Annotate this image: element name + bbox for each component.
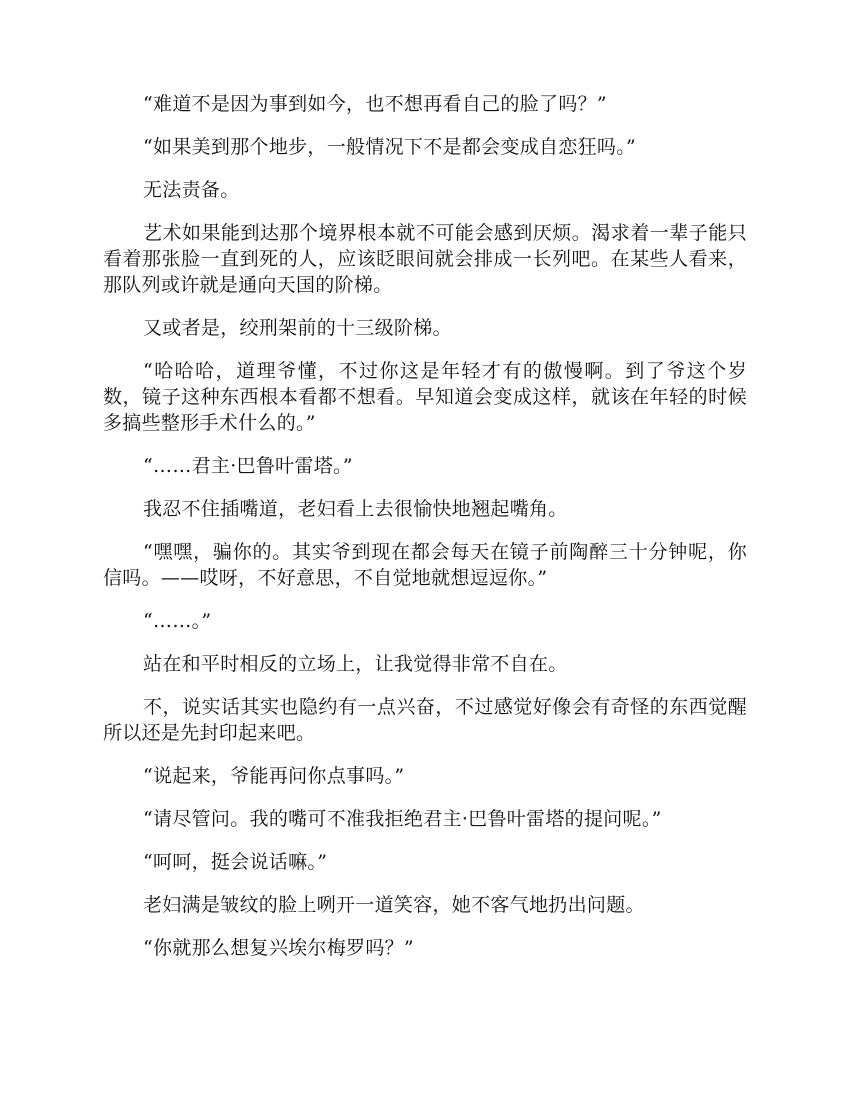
paragraph: “……君主·巴鲁叶雷塔。” xyxy=(143,455,353,477)
paragraph: 无法责备。 xyxy=(143,179,240,201)
paragraph: 老妇满是皱纹的脸上咧开一道笑容，她不客气地扔出问题。 xyxy=(143,894,645,916)
paragraph: 我忍不住插嘴道，老妇看上去很愉快地翘起嘴角。 xyxy=(143,498,568,520)
paragraph: “呵呵，挺会说话嘛。” xyxy=(143,851,328,873)
paragraph: 站在和平时相反的立场上，让我觉得非常不自在。 xyxy=(143,653,568,675)
paragraph: “难道不是因为事到如今，也不想再看自己的脸了吗？” xyxy=(143,93,607,115)
paragraph: 不，说实话其实也隐约有一点兴奋，不过感觉好像会有奇怪的东西觉醒所以还是先封印起来吧。 xyxy=(103,696,747,744)
paragraph: “请尽管问。我的嘴可不准我拒绝君主·巴鲁叶雷塔的提问呢。” xyxy=(143,808,662,830)
paragraph: 艺术如果能到达那个境界根本就不可能会感到厌烦。渴求着一辈子能只看着那张脸一直到死的人，应该眨眼间就会排成一长列吧。在某些人看来，那队列或许就是通向天国的阶梯。 xyxy=(103,222,747,296)
paragraph: “……。” xyxy=(143,610,212,632)
paragraph: “你就那么想复兴埃尔梅罗吗？” xyxy=(143,937,414,959)
paragraph: “如果美到那个地步，一般情况下不是都会变成自恋狂吗。” xyxy=(143,136,637,158)
paragraph: “嘿嘿，骗你的。其实爷到现在都会每天在镜子前陶醉三十分钟呢，你信吗。——哎呀，不好意思，不自觉地就想逗逗你。” xyxy=(103,541,747,589)
paragraph: 又或者是，绞刑架前的十三级阶梯。 xyxy=(143,317,452,339)
document-body xyxy=(103,91,747,978)
paragraph: “哈哈哈，道理爷懂，不过你这是年轻才有的傲慢啊。到了爷这个岁数，镜子这种东西根本看都不想看。早知道会变成这样，就该在年轻的时候多搞些整形手术什么的。” xyxy=(103,360,747,434)
paragraph: “说起来，爷能再问你点事吗。” xyxy=(143,765,405,787)
